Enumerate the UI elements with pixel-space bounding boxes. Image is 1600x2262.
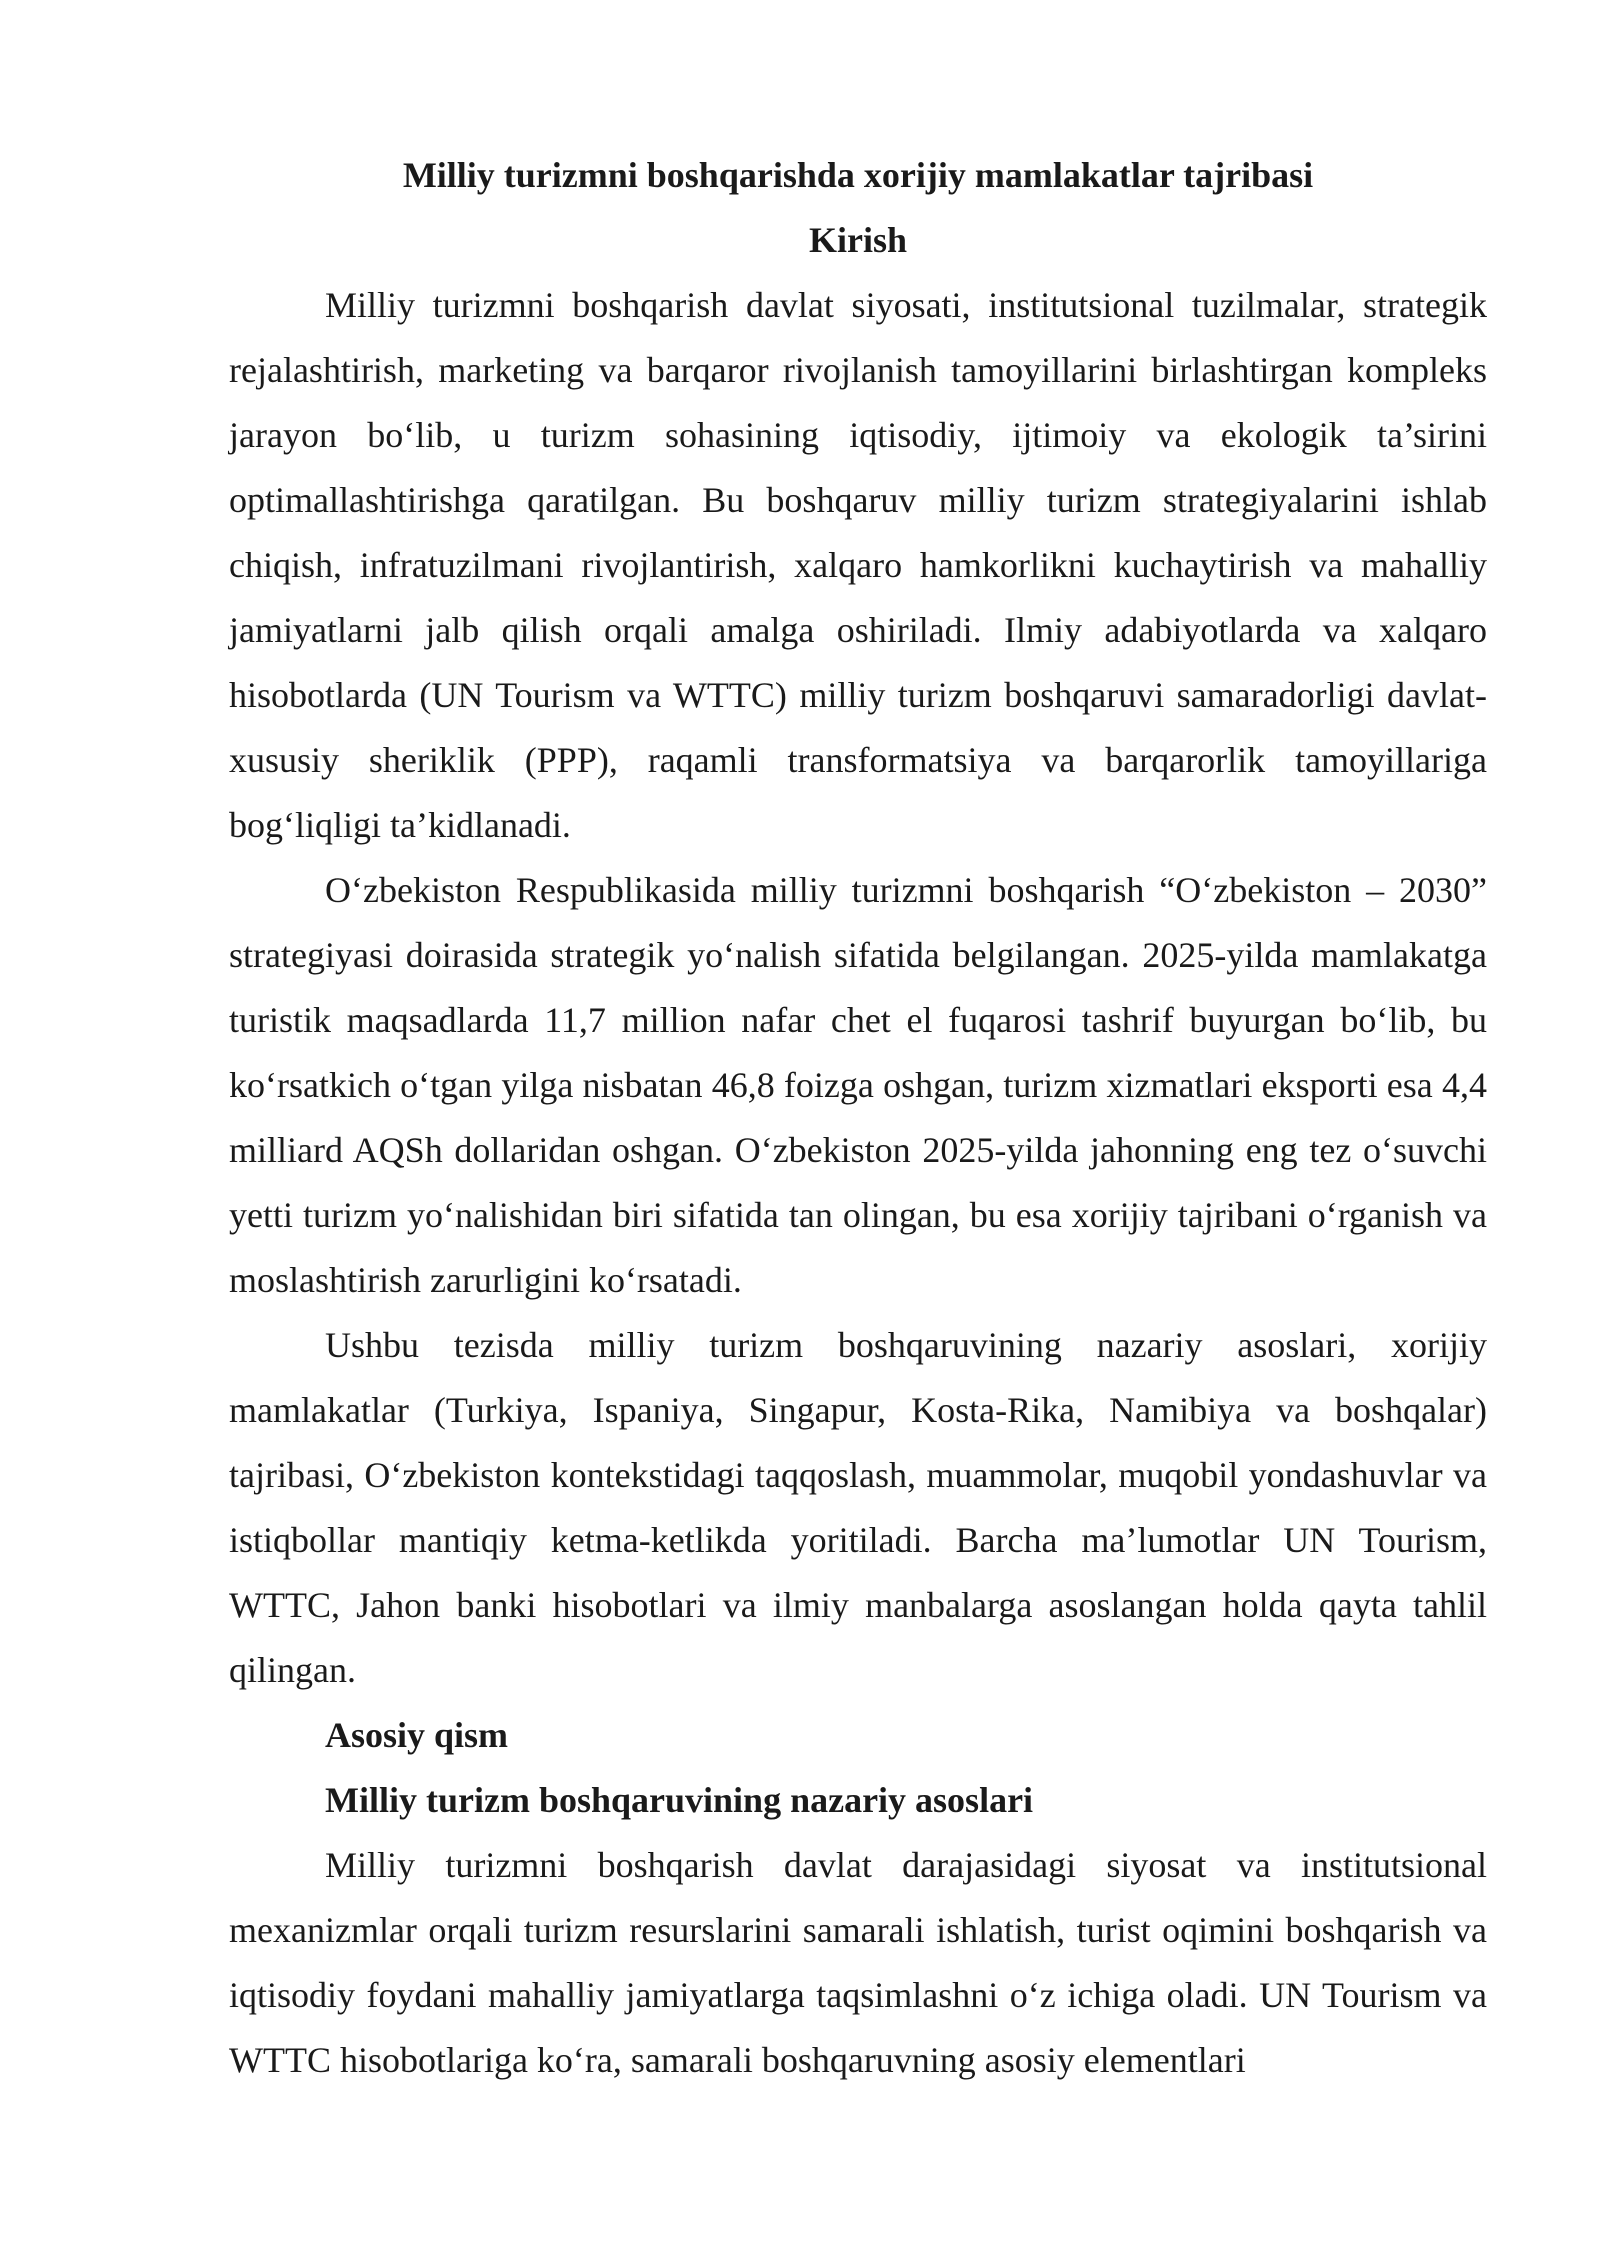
document-title: Milliy turizmni boshqarishda xorijiy mamlakatlar tajribasi xyxy=(402,155,1314,195)
main-section-heading: Asosiy qism xyxy=(325,1715,509,1755)
intro-heading: Kirish xyxy=(808,220,907,260)
intro-paragraph-1: Milliy turizmni boshqarish davlat siyosati, institutsional tuzilmalar, strategik rejalashtirish, marketing va barqaror rivojlanish tamoyillarini birlashtirgan kompleks jarayon bo‘lib, u turizm sohasining iqtisodiy, ijtimoiy va ekologik ta’sirini optimallashtirishga qaratilgan. Bu boshqaruv milliy turizm strategiyalarini ishlab chiqish, infratuzilmani rivojlantirish, xalqaro hamkorlikni kuchaytirish va mahalliy jamiyatlarni jalb qilish orqali amalga oshiriladi. Ilmiy adabiyotlarda va xalqaro hisobotlarda (UN Tourism va WTTC) milliy turizm boshqaruvi samaradorligi davlat-xususiy sheriklik (PPP), raqamli transformatsiya va barqarorlik tamoyillariga bog‘liqligi ta’kidlanadi. xyxy=(229,285,1487,845)
intro-paragraph-2: O‘zbekiston Respublikasida milliy turizmni boshqarish “O‘zbekiston – 2030” strategiyasi doirasida strategik yo‘nalish sifatida belgilangan. 2025-yilda mamlakatga turistik maqsadlarda 11,7 million nafar chet el fuqarosi tashrif buyurgan bo‘lib, bu ko‘rsatkich o‘tgan yilga nisbatan 46,8 foizga oshgan, turizm xizmatlari eksporti esa 4,4 milliard AQSh dollaridan oshgan. O‘zbekiston 2025-yilda jahonning eng tez o‘suvchi yetti turizm yo‘nalishidan biri sifatida tan olingan, bu esa xorijiy tajribani o‘rganish va moslashtirish zarurligini ko‘rsatadi. xyxy=(229,870,1487,1300)
intro-paragraph-3: Ushbu tezisda milliy turizm boshqaruvining nazariy asoslari, xorijiy mamlakatlar (Turkiya, Ispaniya, Singapur, Kosta-Rika, Namibiya va boshqalar) tajribasi, O‘zbekiston kontekstidagi taqqoslash, muammolar, muqobil yondashuvlar va istiqbollar mantiqiy ketma-ketlikda yoritiladi. Barcha ma’lumotlar UN Tourism, WTTC, Jahon banki hisobotlari va ilmiy manbalarga asoslangan holda qayta tahlil qilingan. xyxy=(229,1325,1487,1690)
subsection-heading: Milliy turizm boshqaruvining nazariy asoslari xyxy=(325,1780,1034,1820)
main-paragraph-1: Milliy turizmni boshqarish davlat darajasidagi siyosat va institutsional mexanizmlar orqali turizm resurslarini samarali ishlatish, turist oqimini boshqarish va iqtisodiy foydani mahalliy jamiyatlarga taqsimlashni o‘z ichiga oladi. UN Tourism va WTTC hisobotlariga ko‘ra, samarali boshqaruvning asosiy elementlari xyxy=(229,1845,1487,2080)
document-body xyxy=(229,143,1487,2093)
